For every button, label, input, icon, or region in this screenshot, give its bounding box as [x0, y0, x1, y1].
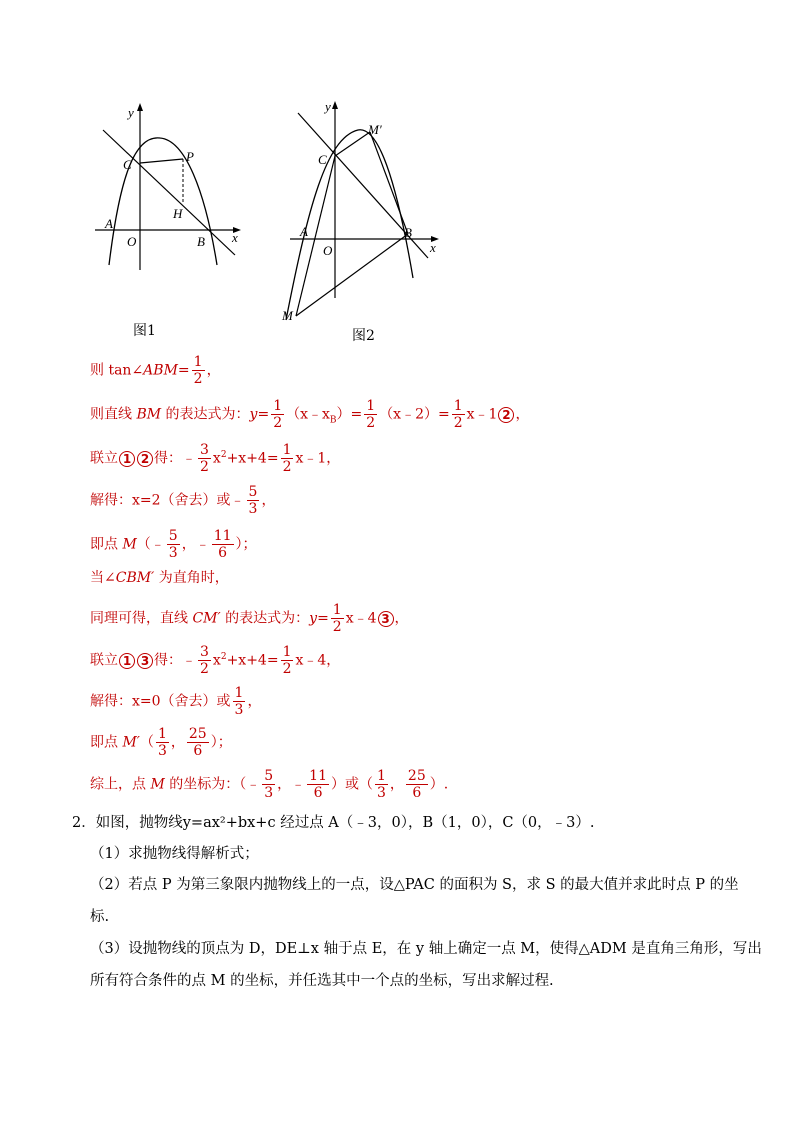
- problem-2-question-3-line-1: （3）设抛物线的顶点为 D，DE⊥x 轴于点 E，在 y 轴上确定一点 M，使得△ADM 是直角三角形，写出: [90, 941, 762, 957]
- fig1-line-cb: [103, 130, 235, 255]
- fig2-line-cmp: [335, 132, 370, 156]
- fig2-caption: 图2: [352, 328, 375, 344]
- fraction: $\frac{3}{2}$: [200, 644, 209, 677]
- fraction: $\frac{1}{3}$: [234, 685, 244, 718]
- solution-line-9: 解得：x=0（舍去）或 $\frac{1}{3}$ ，: [90, 685, 262, 718]
- fig1-label-b: B: [197, 234, 205, 249]
- fig1-caption: 图1: [133, 323, 156, 339]
- problem-2-stem: 2．如图，抛物线y=ax²+bx+c 经过点 A（﹣3，0），B（1，0），C（0，﹣3）.: [72, 815, 595, 831]
- problem-2-question-3-line-2: 所有符合条件的点 M 的坐标，并任选其中一个点的坐标，写出求解过程.: [90, 973, 554, 989]
- fig2-label-x: x: [430, 240, 436, 255]
- fig2-label-mprime: M′: [368, 122, 382, 137]
- figure-2: [278, 98, 448, 328]
- fraction: $\frac{1}{2}$: [366, 398, 376, 431]
- fraction: $\frac{3}{2}$: [200, 442, 209, 475]
- fig2-label-a: A: [300, 224, 308, 239]
- problem-2-question-1: （1）求抛物线得解析式；: [90, 846, 259, 862]
- solution-line-1: 则 tan∠ABM= $\frac{1}{2}$ ，: [90, 354, 221, 387]
- fig2-label-m: M: [282, 308, 293, 323]
- fraction: $\frac{1}{2}$: [282, 442, 292, 475]
- fig1-y-arrow: [137, 103, 143, 111]
- fraction: $\frac{25}{6}$: [188, 726, 207, 759]
- solution-line-7: 同理可得，直线 CM′ 的表达式为：y= $\frac{1}{2}$ x﹣4 3 ，: [90, 602, 409, 635]
- fig1-label-y: y: [128, 105, 134, 120]
- fig2-label-o: O: [323, 243, 333, 258]
- fig2-line-mpb: [370, 132, 408, 234]
- fig2-label-y: y: [325, 99, 331, 114]
- solution-line-8: 联立 1 3 得：﹣ $\frac{3}{2}$ $x^2+x+4=$ $\frac{1}{2}$ x﹣4，: [90, 644, 341, 677]
- solution-line-10: 即点 M′（ $\frac{1}{3}$ ， $\frac{25}{6}$ ）；: [90, 726, 232, 759]
- fraction: $\frac{1}{2}$: [332, 602, 342, 635]
- solution-line-11: 综上，点 M 的坐标为：（﹣ $\frac{5}{3}$ ，﹣ $\frac{11}{6}$ ）或（ $\frac{1}{3}$ ， $\frac{25}{6}$ ）.: [90, 768, 449, 801]
- solution-line-3: 联立 1 2 得：﹣ $\frac{3}{2}$ $x^2+x+4=$ $\frac{1}{2}$ x﹣1，: [90, 442, 341, 475]
- solution-line-4: 解得：x=2（舍去）或﹣ $\frac{5}{3}$ ，: [90, 484, 276, 517]
- fig1-segment-cp: [140, 159, 183, 163]
- fig2-label-b: B: [404, 225, 412, 240]
- fig1-label-a: A: [105, 216, 113, 231]
- problem-2-question-2-line-2: 标.: [90, 909, 110, 925]
- fig1-label-c: C: [123, 157, 132, 172]
- circled-number: 1: [119, 451, 135, 467]
- fraction: $\frac{1}{3}$: [377, 768, 386, 801]
- circled-number: 2: [498, 407, 514, 423]
- fraction: $\frac{1}{2}$: [282, 644, 292, 677]
- solution-line-5: 即点 M（﹣ $\frac{5}{3}$ ，﹣ $\frac{11}{6}$ ）；: [90, 528, 257, 561]
- fraction: $\frac{1}{2}$: [453, 398, 463, 431]
- solution-line-2: 则直线 BM 的表达式为：y= $\frac{1}{2}$ $(x﹣x_B)=$ $\frac{1}{2}$ （x﹣2）= $\frac{1}{2}$ x﹣1 2 ，: [90, 398, 530, 431]
- solution-line-6: 当∠CBM′ 为直角时，: [90, 570, 229, 586]
- fraction: $\frac{1}{2}$: [273, 398, 283, 431]
- circled-number: 1: [119, 653, 135, 669]
- fig1-label-p: P: [186, 149, 194, 164]
- fraction: $\frac{1}{3}$: [157, 726, 167, 759]
- fig1-label-x: x: [232, 230, 238, 245]
- fig2-y-arrow: [332, 101, 338, 109]
- circled-number: 3: [137, 653, 153, 669]
- circled-number: 2: [137, 451, 153, 467]
- fraction: $\frac{25}{6}$: [407, 768, 426, 801]
- fig1-label-o: O: [127, 234, 137, 249]
- fraction: $\frac{5}{3}$: [248, 484, 258, 517]
- fig1-label-h: H: [173, 206, 183, 221]
- problem-2-question-2-line-1: （2）若点 P 为第三象限内抛物线上的一点，设△PAC 的面积为 S，求 S 的最大值并求此时点 P 的坐: [90, 877, 739, 893]
- figure-1: [95, 100, 255, 275]
- fraction: $\frac{11}{6}$: [213, 528, 232, 561]
- circled-number: 3: [378, 611, 394, 627]
- fig2-label-c: C: [318, 152, 327, 167]
- fraction: $\frac{5}{3}$: [264, 768, 274, 801]
- fraction: $\frac{11}{6}$: [309, 768, 327, 801]
- fraction: $\frac{1}{2}$: [193, 354, 203, 387]
- fraction: $\frac{5}{3}$: [168, 528, 178, 561]
